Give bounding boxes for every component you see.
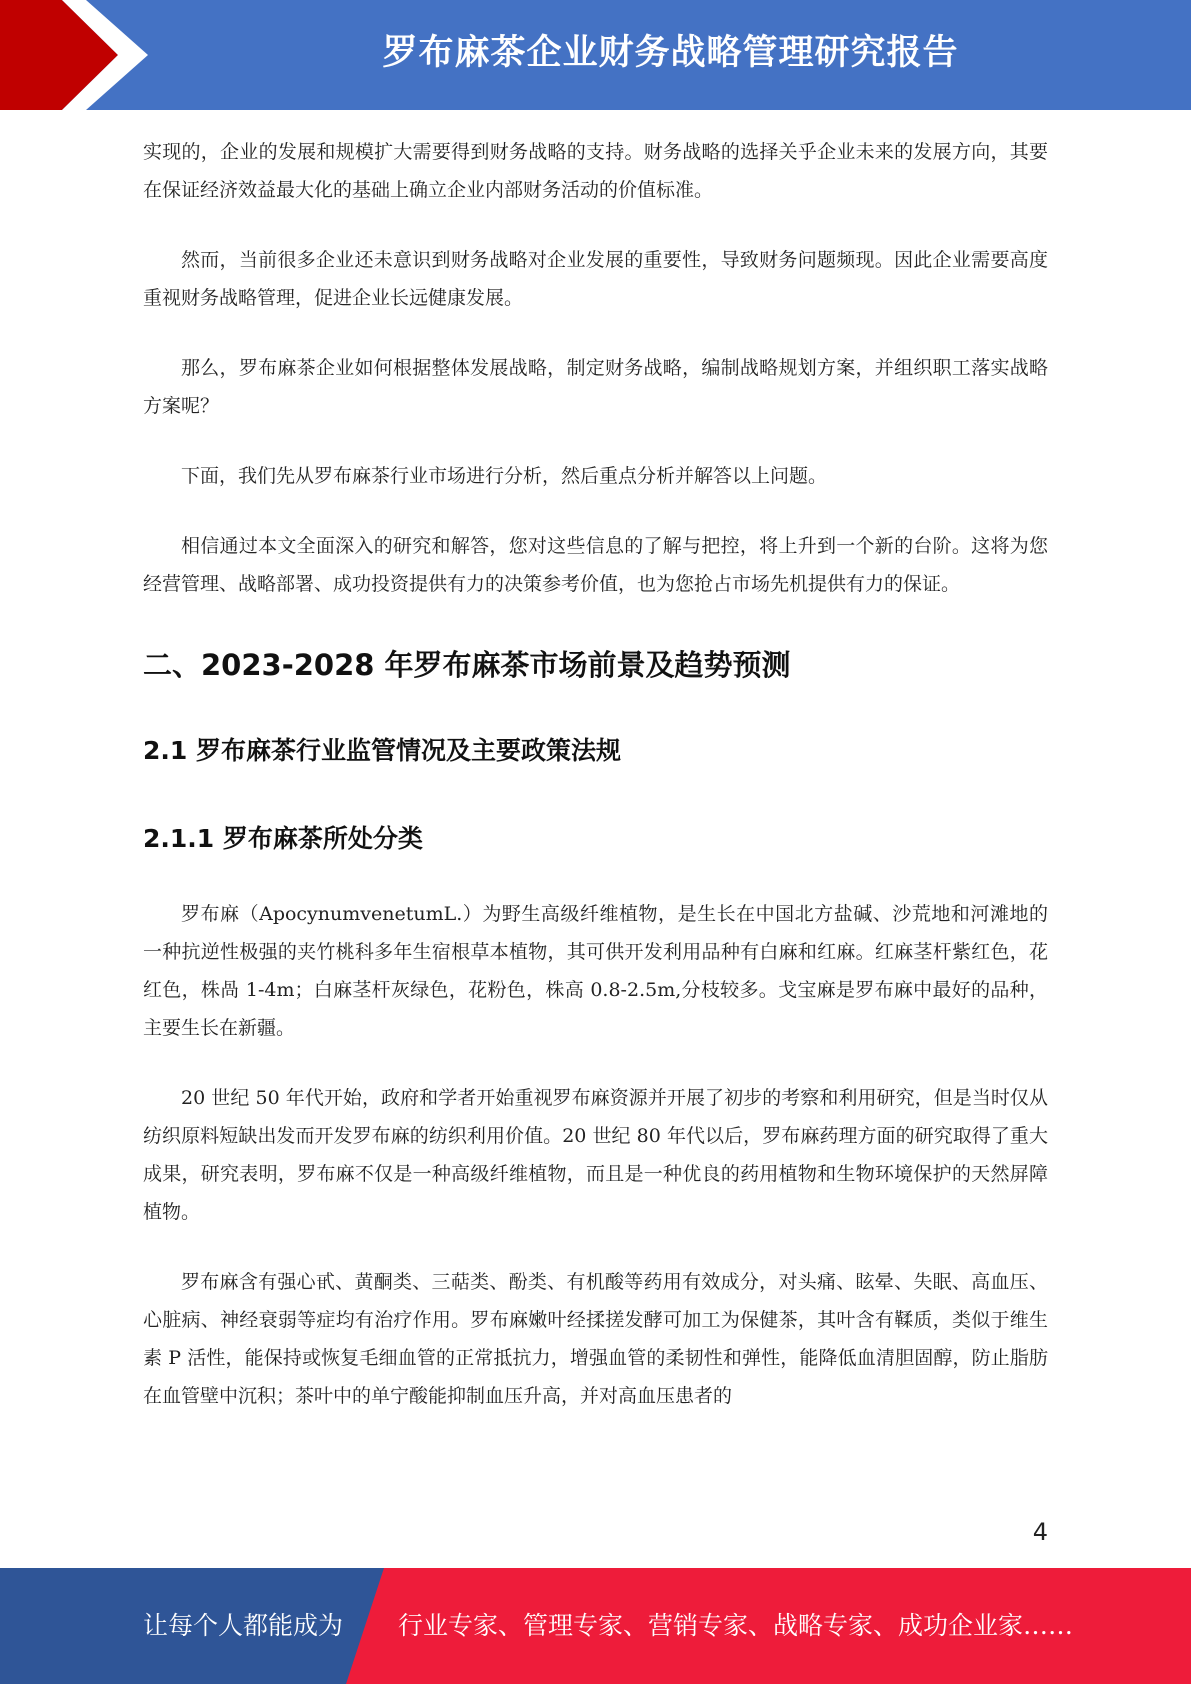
subsubsection-heading: 2.1.1 罗布麻茶所处分类 xyxy=(143,824,423,853)
footer-slogan-right: 行业专家、管理专家、营销专家、战略专家、成功企业家…… xyxy=(398,1611,1074,1640)
page-footer xyxy=(0,1568,1191,1684)
page-content xyxy=(143,133,1048,1447)
body-paragraph: 20 世纪 50 年代开始，政府和学者开始重视罗布麻资源并开展了初步的考察和利用研究，但是当时仅从纺织原料短缺出发而开发罗布麻的纺织利用价值。20 世纪 80 年代以后，罗布麻药理方面的研究取得了重大成果，研究表明，罗布麻不仅是一种高级纤维植物，而且是一种优良的药用植物和生物环境保护的天然屏障植物。 xyxy=(143,1087,1048,1223)
section-heading: 二、2023-2028 年罗布麻茶市场前景及趋势预测 xyxy=(143,648,791,682)
page-header xyxy=(0,0,1191,110)
body-paragraph: 罗布麻（ApocynumvenetumL.）为野生高级纤维植物，是生长在中国北方盐碱、沙荒地和河滩地的一种抗逆性极强的夹竹桃科多年生宿根草本植物，其可供开发利用品种有白麻和红麻。红麻茎杆紫红色，花红色，株咼 1-4m；白麻茎杆灰绿色，花粉色，株高 0.8-2.5m,分枝较多。戈宝麻是罗布麻中最好的品种，主要生长在新疆。 xyxy=(143,903,1048,1039)
body-paragraph: 相信通过本文全面深入的研究和解答，您对这些信息的了解与把控，将上升到一个新的台阶。这将为您经营管理、战略部署、成功投资提供有力的决策参考价值，也为您抢占市场先机提供有力的保证。 xyxy=(143,535,1048,595)
body-paragraph: 实现的，企业的发展和规模扩大需要得到财务战略的支持。财务战略的选择关乎企业未来的发展方向，其要在保证经济效益最大化的基础上确立企业内部财务活动的价值标准。 xyxy=(143,141,1048,201)
body-paragraph: 罗布麻含有强心甙、黄酮类、三萜类、酚类、有机酸等药用有效成分，对头痛、眩晕、失眠、高血压、心脏病、神经衰弱等症均有治疗作用。罗布麻嫩叶经揉搓发酵可加工为保健茶，其叶含有鞣质，类似于维生素 P 活性，能保持或恢复毛细血管的正常抵抗力，增强血管的柔韧性和弹性，能降低血清胆固醇，防止脂肪在血管壁中沉积；茶叶中的单宁酸能抑制血压升高，并对高血压患者的 xyxy=(143,1271,1048,1407)
body-paragraph: 下面，我们先从罗布麻茶行业市场进行分析，然后重点分析并解答以上问题。 xyxy=(181,465,828,487)
body-paragraph: 那么，罗布麻茶企业如何根据整体发展战略，制定财务战略，编制战略规划方案，并组织职工落实战略方案呢？ xyxy=(143,357,1048,417)
footer-slogan-left: 让每个人都能成为 xyxy=(143,1611,344,1640)
report-title: 罗布麻茶企业财务战略管理研究报告 xyxy=(382,33,959,73)
body-paragraph: 然而，当前很多企业还未意识到财务战略对企业发展的重要性，导致财务问题频现。因此企业需要高度重视财务战略管理，促进企业长远健康发展。 xyxy=(143,249,1048,309)
page-number: 4 xyxy=(1032,1518,1048,1546)
subsection-heading: 2.1 罗布麻茶行业监管情况及主要政策法规 xyxy=(143,736,621,765)
